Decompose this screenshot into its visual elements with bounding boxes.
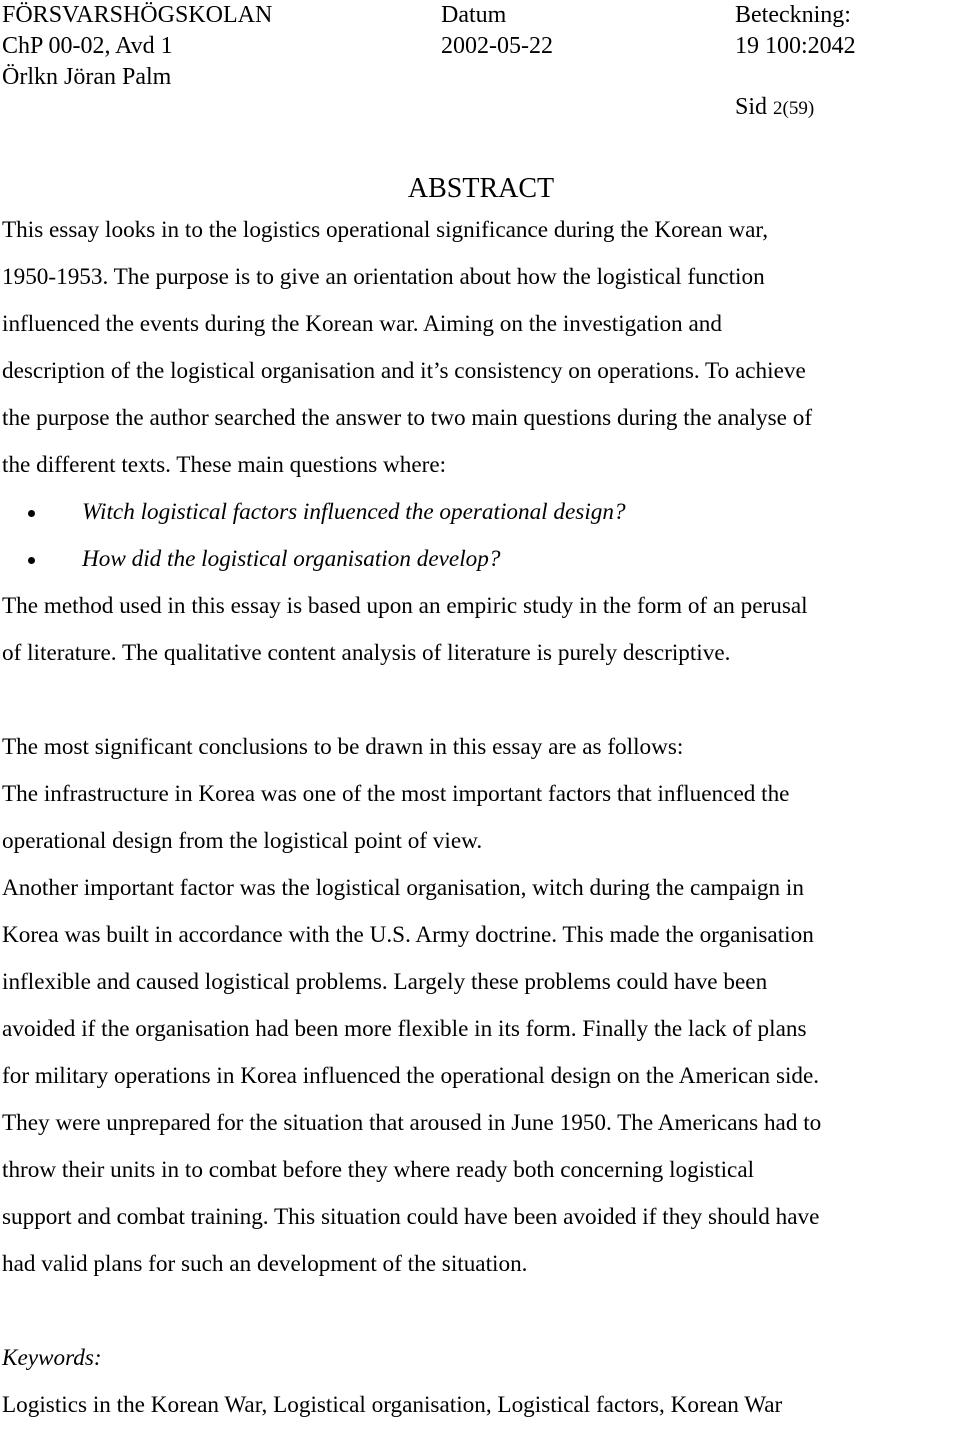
abstract-body	[2, 207, 958, 1429]
header-date-value: 2002-05-22	[441, 33, 553, 59]
question-text: How did the logistical organisation develop?	[82, 546, 501, 572]
intro-line: description of the logistical organisation and it’s consistency on operations. To achieve	[2, 358, 806, 384]
question-list-item	[2, 489, 958, 536]
intro-line: This essay looks in to the logistics operational significance during the Korean war,	[2, 217, 769, 243]
header-date-label: Datum	[441, 2, 507, 28]
conclusion-line: operational design from the logistical point of view.	[2, 828, 483, 854]
intro-line: the purpose the author searched the answer to two main questions during the analyse of	[2, 405, 813, 431]
page-number: 2(59)	[773, 98, 815, 119]
paragraph-spacer	[2, 677, 958, 724]
intro-line: the different texts. These main questions where:	[2, 452, 447, 478]
conclusion-line: The most significant conclusions to be drawn in this essay are as follows:	[2, 734, 684, 760]
conclusion-line: They were unprepared for the situation that aroused in June 1950. The Americans had to	[2, 1110, 822, 1136]
abstract-title: ABSTRACT	[407, 173, 555, 204]
conclusion-line: had valid plans for such an development of the situation.	[2, 1251, 528, 1277]
page-number-block	[735, 92, 814, 124]
intro-line: 1950-1953. The purpose is to give an orientation about how the logistical function	[2, 264, 765, 290]
header-organisation: FÖRSVARSHÖGSKOLAN	[2, 2, 273, 28]
conclusion-line: Korea was built in accordance with the U.S. Army doctrine. This made the organisation	[2, 922, 814, 948]
header-date-block	[441, 0, 553, 62]
conclusion-line: for military operations in Korea influenced the operational design on the American side.	[2, 1063, 820, 1089]
conclusion-line: inflexible and caused logistical problems. Largely these problems could have been	[2, 969, 768, 995]
paragraph-spacer	[2, 1288, 958, 1335]
intro-line: influenced the events during the Korean war. Aiming on the investigation and	[2, 311, 722, 337]
conclusion-line: Another important factor was the logistical organisation, witch during the campaign in	[2, 875, 804, 901]
method-line: The method used in this essay is based upon an empiric study in the form of an perusal	[2, 593, 808, 619]
question-text: Witch logistical factors influenced the operational design?	[82, 499, 626, 525]
page-number-label: Sid	[735, 94, 768, 120]
method-line: of literature. The qualitative content analysis of literature is purely descriptive.	[2, 640, 731, 666]
header-reference-value: 19 100:2042	[735, 33, 856, 59]
conclusion-line: throw their units in to combat before they where ready both concerning logistical	[2, 1157, 755, 1183]
header-reference-block	[735, 0, 856, 62]
bullet-icon	[28, 557, 35, 564]
conclusion-line: The infrastructure in Korea was one of the most important factors that influenced the	[2, 781, 790, 807]
conclusion-line: avoided if the organisation had been more flexible in its form. Finally the lack of plans	[2, 1016, 807, 1042]
keywords-text: Logistics in the Korean War, Logistical organisation, Logistical factors, Korean War	[2, 1392, 783, 1418]
header-organisation-block	[2, 0, 272, 93]
keywords-label: Keywords:	[2, 1345, 102, 1371]
header-author: Örlkn Jöran Palm	[2, 64, 172, 90]
question-list-item	[2, 536, 958, 583]
header-reference-label: Beteckning:	[735, 2, 851, 28]
bullet-icon	[28, 510, 35, 517]
header-course: ChP 00-02, Avd 1	[2, 33, 173, 59]
conclusion-line: support and combat training. This situation could have been avoided if they should have	[2, 1204, 820, 1230]
